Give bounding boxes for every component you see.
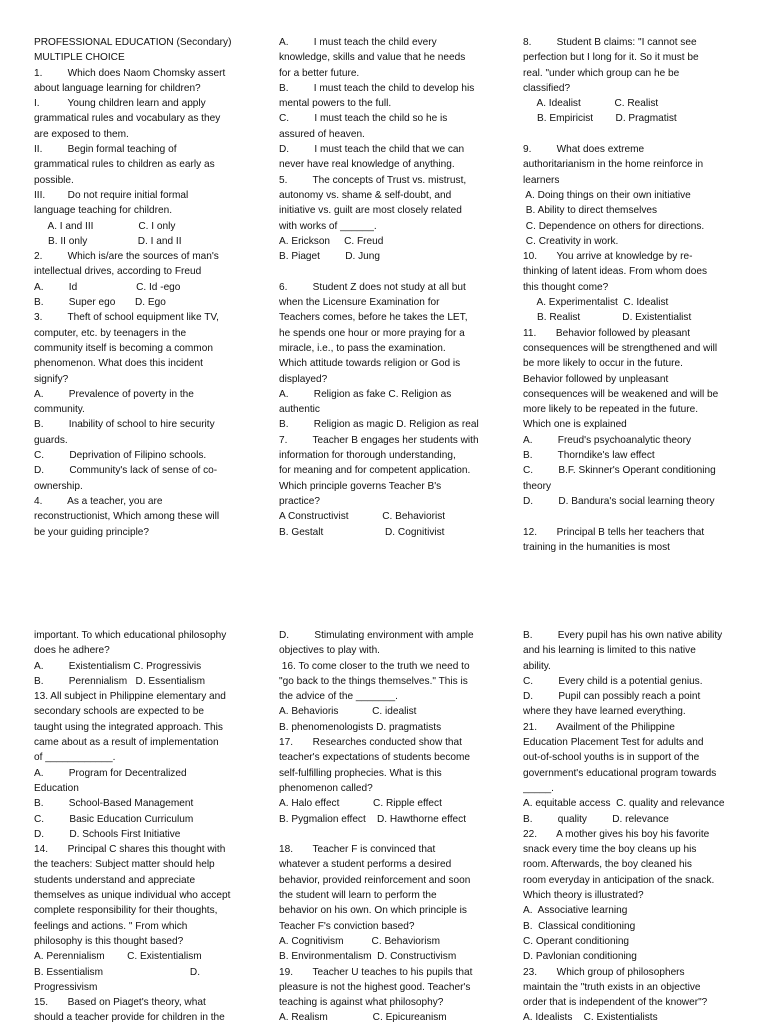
text-line: practice? [279, 495, 320, 507]
text-line: language teaching for children. [34, 205, 173, 217]
text-line: 9. What does extreme [523, 144, 645, 156]
text-line: Which theory is illustrated? [523, 890, 644, 902]
text-line: 19. Teacher U teaches to his pupils that [279, 966, 473, 978]
text-line: and his learning is limited to this native [523, 645, 696, 657]
text-line: 14. Principal C shares this thought with [34, 844, 226, 856]
text-line: thinking of latent ideas. From whom does [523, 266, 708, 278]
text-line: A. Program for Decentralized [34, 767, 187, 779]
text-line: 16. To come closer to the truth we need to [279, 660, 470, 672]
text-line: assured of heaven. [279, 128, 365, 140]
text-line: A. Associative learning [523, 905, 628, 917]
text-line: III. Do not require initial formal [34, 189, 189, 201]
text-line: B. Every pupil has his own native ability [523, 630, 723, 641]
text-line: room everyday in anticipation of the snack. [523, 874, 715, 886]
text-line: B. I must teach the child to develop his [279, 82, 475, 94]
text-line: grammatical rules and vocabulary as they [34, 113, 221, 125]
text-line: government's educational program towards [523, 767, 717, 779]
text-line: Teachers comes, before he takes the LET, [279, 312, 468, 324]
text-line: does he adhere? [34, 645, 110, 657]
text-line: B. Realist D. Existentialist [523, 312, 692, 324]
text-line: B. Inability of school to hire security [34, 419, 215, 431]
text-line: ability. [523, 660, 551, 672]
text-line: community itself is becoming a common [34, 342, 213, 354]
text-line: Behavior followed by unpleasant [523, 373, 669, 385]
text-line: A. Cognitivism C. Behaviorism [279, 935, 440, 947]
column-bottom-left [34, 628, 252, 1024]
text-line: self-fulfilling prophecies. What is this [279, 767, 442, 779]
text-line: B. II only D. I and II [34, 235, 182, 247]
text-line: _____. [523, 782, 554, 794]
text-line: 10. You arrive at knowledge by re- [523, 251, 693, 263]
text-line: A. Existentialism C. Progressivis [34, 660, 202, 672]
text-line: D. Pupil can possibly reach a point [523, 691, 701, 703]
text-line: guards. [34, 434, 68, 446]
text-line: came about as a result of implementation [34, 737, 219, 749]
text-line: out-of-school youths is in support of the [523, 752, 700, 764]
text-line: C. I must teach the child so he is [279, 113, 448, 125]
text-line: A. Idealist C. Realist [523, 98, 659, 110]
text-line: perfection but I long for it. So it must be [523, 52, 699, 64]
text-line: A. Religion as fake C. Religion as [279, 388, 452, 400]
text-line: miracle, i.e., to pass the examination. [279, 342, 446, 354]
text-line: authoritarianism in the home reinforce in [523, 159, 704, 171]
text-line: objectives to play with. [279, 645, 380, 657]
text-line: should a teacher provide for children in the [34, 1012, 225, 1024]
text-line: the student will learn to perform the [279, 890, 437, 902]
text-line: B. Essentialism D. [34, 966, 201, 978]
text-line: secondary schools are expected to be [34, 706, 205, 718]
text-line: Education Placement Test for adults and [523, 737, 704, 749]
text-line: are exposed to them. [34, 128, 129, 140]
text-line: 21. Availment of the Philippine [523, 721, 675, 733]
text-line: C. Every child is a potential genius. [523, 675, 703, 687]
text-line: B. phenomenologists D. pragmatists [279, 721, 442, 733]
text-line: be more likely to occur in the future. [523, 358, 683, 370]
text-line: 11. Behavior followed by pleasant [523, 327, 691, 339]
text-line: 8. Student B claims: "I cannot see [523, 37, 697, 48]
text-line: behavior, provided reinforcement and soon [279, 874, 471, 886]
text-line: A. Id C. Id -ego [34, 281, 181, 293]
text-line: more likely to be repeated in the future. [523, 404, 699, 416]
text-line: A. I and III C. I only [34, 220, 176, 232]
text-line: be your guiding principle? [34, 526, 150, 538]
text-line: D. Stimulating environment with ample [279, 630, 474, 641]
text-line: A. Realism C. Epicureanism [279, 1012, 447, 1024]
text-line: reconstructionist, Which among these will [34, 511, 220, 523]
text-line: initiative vs. guilt are most closely related [279, 205, 462, 217]
text-line: II. Begin formal teaching of [34, 144, 177, 156]
text-line: B. Empiricist D. Pragmatist [523, 113, 677, 125]
text-line: mental powers to the full. [279, 98, 392, 110]
text-line: B. Perennialism D. Essentialism [34, 675, 206, 687]
text-line: room. Afterwards, the boy cleaned his [523, 859, 692, 871]
text-line: B. School-Based Management [34, 798, 194, 810]
text-line: this thought come? [523, 281, 609, 293]
text-line: never have real knowledge of anything. [279, 159, 455, 171]
column-top-right [523, 35, 741, 555]
text-line: he spends one hour or more praying for a [279, 327, 465, 339]
text-line: 3. Theft of school equipment like TV, [34, 312, 219, 324]
text-line: C. B.F. Skinner's Operant conditioning [523, 465, 716, 477]
text-line: students understand and appreciate [34, 874, 196, 886]
text-line: with works of ______. [279, 220, 377, 232]
text-line: 4. As a teacher, you are [34, 495, 163, 507]
text-line: D. Pavlonian conditioning [523, 951, 637, 963]
text-line: whatever a student performs a desired [279, 859, 452, 871]
text-line: A. I must teach the child every [279, 37, 437, 48]
text-line: taught using the integrated approach. This [34, 721, 223, 733]
text-line: 17. Researches conducted show that [279, 737, 462, 749]
text-line: 15. Based on Piaget's theory, what [34, 997, 206, 1009]
blank-line [523, 509, 741, 524]
text-line: intellectual drives, according to Freud [34, 266, 202, 278]
text-line: training in the humanities is most [523, 541, 670, 553]
text-line: "go back to the things themselves." This is [279, 675, 468, 687]
text-line: teaching is against what philosophy? [279, 997, 444, 1009]
text-line: Teacher F's conviction based? [279, 920, 415, 932]
text-line: B. Super ego D. Ego [34, 297, 166, 309]
text-line: C. Deprivation of Filipino schools. [34, 450, 207, 462]
column-top-left [34, 35, 252, 555]
text-line: learners [523, 174, 560, 186]
text-line: 2. Which is/are the sources of man's [34, 251, 219, 263]
text-line: about language learning for children? [34, 82, 201, 94]
text-line: B. Piaget D. Jung [279, 251, 380, 263]
text-line: B. quality D. relevance [523, 813, 669, 825]
text-line: 1. Which does Naom Chomsky assert [34, 67, 226, 79]
text-line: B. Pygmalion effect D. Hawthorne effect [279, 813, 467, 825]
text-line: philosophy is this thought based? [34, 935, 184, 947]
text-line: 12. Principal B tells her teachers that [523, 526, 705, 538]
text-line: snack every time the boy cleans up his [523, 844, 697, 856]
text-line: B. Classical conditioning [523, 920, 636, 932]
text-line: consequences will be strengthened and will [523, 342, 718, 354]
text-line: when the Licensure Examination for [279, 297, 440, 309]
text-line: 22. A mother gives his boy his favorite [523, 828, 710, 840]
text-line: real. "under which group can he be [523, 67, 680, 79]
text-line: complete responsibility for their thoughts, [34, 905, 218, 917]
text-line: Which one is explained [523, 419, 627, 431]
text-line: Progressivism [34, 981, 98, 993]
text-line: authentic [279, 404, 320, 416]
text-line: A. Freud's psychoanalytic theory [523, 434, 691, 446]
text-line: 7. Teacher B engages her students with [279, 434, 479, 446]
text-line: maintain the "truth exists in an objective [523, 981, 701, 993]
blank-line [523, 127, 741, 142]
text-line: C. Creativity in work. [523, 235, 619, 247]
text-line: PROFESSIONAL EDUCATION (Secondary) [34, 37, 232, 48]
text-line: classified? [523, 82, 571, 94]
text-line: the teachers: Subject matter should help [34, 859, 215, 871]
text-line: MULTIPLE CHOICE [34, 52, 125, 64]
text-line: themselves as unique individual who accept [34, 890, 231, 902]
text-line: A. Erickson C. Freud [279, 235, 384, 247]
text-line: pleasure is not the highest good. Teacher's [279, 981, 471, 993]
text-line: knowledge, skills and value that he needs [279, 52, 466, 64]
text-line: D. Community's lack of sense of co- [34, 465, 218, 477]
text-line: computer, etc. by teenagers in the [34, 327, 187, 339]
text-line: phenomenon. What does this incident [34, 358, 203, 370]
text-line: C. Operant conditioning [523, 935, 630, 947]
text-line: community. [34, 404, 85, 416]
text-line: 13. All subject in Philippine elementary and [34, 691, 226, 703]
text-line: 6. Student Z does not study at all but [279, 281, 466, 293]
column-bottom-middle [279, 628, 493, 1024]
text-line: consequences will be weakened and will be [523, 388, 719, 400]
text-line: I. Young children learn and apply [34, 98, 206, 110]
text-line: A. Behavioris C. idealist [279, 706, 417, 718]
text-line: B. Religion as magic D. Religion as real [279, 419, 479, 431]
text-line: A. Idealists C. Existentialists [523, 1012, 658, 1024]
text-line: A Constructivist C. Behaviorist [279, 511, 446, 523]
text-line: for a better future. [279, 67, 360, 79]
text-line: A. Halo effect C. Ripple effect [279, 798, 442, 810]
text-line: C. Dependence on others for directions. [523, 220, 705, 232]
text-line: signify? [34, 373, 69, 385]
text-line: for meaning and for competent application. [279, 465, 471, 477]
text-line: of ____________. [34, 752, 116, 764]
text-line: autonomy vs. shame & self-doubt, and [279, 189, 452, 201]
text-line: D. D. Bandura's social learning theory [523, 495, 715, 507]
text-line: A. Experimentalist C. Idealist [523, 297, 669, 309]
text-line: A. Perennialism C. Existentialism [34, 951, 202, 963]
text-line: important. To which educational philosophy [34, 630, 227, 641]
text-line: 23. Which group of philosophers [523, 966, 685, 978]
text-line: feelings and actions. " From which [34, 920, 188, 932]
text-line: 5. The concepts of Trust vs. mistrust, [279, 174, 467, 186]
column-top-middle [279, 35, 493, 555]
text-line: Which principle governs Teacher B's [279, 480, 442, 492]
text-line: possible. [34, 174, 74, 186]
text-line: grammatical rules to children as early as [34, 159, 215, 171]
text-line: Education [34, 782, 79, 794]
text-line: where they have learned everything. [523, 706, 686, 718]
text-line: B. Gestalt D. Cognitivist [279, 526, 445, 538]
text-line: A. equitable access C. quality and relevance [523, 798, 725, 810]
text-line: ownership. [34, 480, 83, 492]
text-line: behavior on his own. On which principle is [279, 905, 467, 917]
text-line: B. Ability to direct themselves [523, 205, 658, 217]
blank-line [279, 827, 493, 842]
blank-line [279, 264, 493, 279]
text-line: the advice of the _______. [279, 691, 398, 703]
text-line: teacher's expectations of students become [279, 752, 471, 764]
text-line: A. Doing things on their own initiative [523, 189, 691, 201]
text-line: displayed? [279, 373, 328, 385]
text-line: B. Thorndike's law effect [523, 450, 655, 462]
text-line: C. Basic Education Curriculum [34, 813, 194, 825]
text-line: D. I must teach the child that we can [279, 144, 465, 156]
text-line: information for thorough understanding, [279, 450, 456, 462]
column-bottom-right [523, 628, 741, 1024]
text-line: 18. Teacher F is convinced that [279, 844, 436, 856]
text-line: D. D. Schools First Initiative [34, 828, 181, 840]
text-line: theory [523, 480, 552, 492]
text-line: Which attitude towards religion or God is [279, 358, 461, 370]
text-line: phenomenon called? [279, 782, 373, 794]
text-line: order that is independent of the knower"? [523, 997, 708, 1009]
text-line: A. Prevalence of poverty in the [34, 388, 194, 400]
text-line: B. Environmentalism D. Constructivism [279, 951, 457, 963]
